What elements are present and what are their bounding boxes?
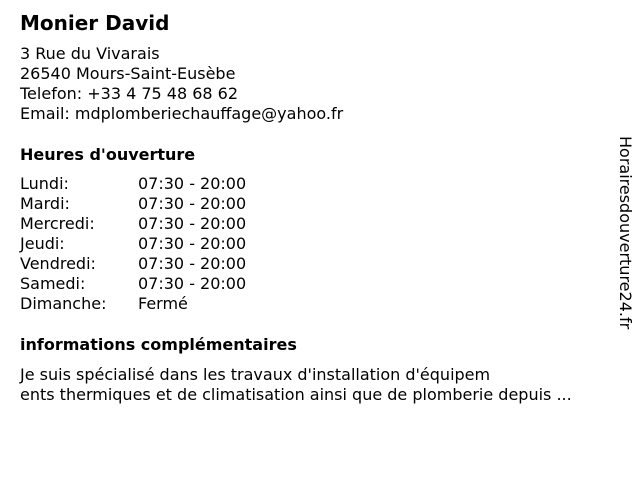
day-label: Mardi: bbox=[20, 194, 70, 213]
opening-hours-list bbox=[20, 174, 246, 314]
hours-heading: Heures d'ouverture bbox=[20, 145, 196, 164]
time-value: 07:30 - 20:00 bbox=[138, 274, 247, 293]
hours-row bbox=[20, 194, 246, 214]
hours-row bbox=[20, 174, 246, 194]
time-value: 07:30 - 20:00 bbox=[138, 174, 247, 193]
info-line1: Je suis spécialisé dans les travaux d'installation d'équipem bbox=[20, 365, 491, 384]
info-line2: ents thermiques et de climatisation ainsi que de plomberie depuis ... bbox=[20, 385, 572, 404]
day-label: Mercredi: bbox=[20, 214, 95, 233]
time-value: 07:30 - 20:00 bbox=[138, 194, 247, 213]
address-block bbox=[20, 44, 343, 124]
info-text bbox=[20, 365, 630, 405]
time-value: 07:30 - 20:00 bbox=[138, 254, 247, 273]
phone-line: Telefon: +33 4 75 48 68 62 bbox=[20, 84, 239, 103]
address-line1: 3 Rue du Vivarais bbox=[20, 44, 160, 63]
day-label: Samedi: bbox=[20, 274, 86, 293]
time-value: 07:30 - 20:00 bbox=[138, 234, 247, 253]
time-value: Fermé bbox=[138, 294, 188, 313]
hours-row bbox=[20, 274, 246, 294]
hours-row bbox=[20, 234, 246, 254]
site-watermark: Horairesdouverture24.fr bbox=[616, 136, 635, 330]
business-name: Monier David bbox=[20, 11, 170, 35]
hours-row bbox=[20, 214, 246, 234]
hours-row bbox=[20, 254, 246, 274]
hours-row bbox=[20, 294, 246, 314]
info-heading: informations complémentaires bbox=[20, 335, 297, 354]
address-line2: 26540 Mours-Saint-Eusèbe bbox=[20, 64, 236, 83]
day-label: Jeudi: bbox=[20, 234, 65, 253]
day-label: Dimanche: bbox=[20, 294, 107, 313]
email-line: Email: mdplomberiechauffage@yahoo.fr bbox=[20, 104, 344, 123]
day-label: Vendredi: bbox=[20, 254, 96, 273]
day-label: Lundi: bbox=[20, 174, 69, 193]
time-value: 07:30 - 20:00 bbox=[138, 214, 247, 233]
